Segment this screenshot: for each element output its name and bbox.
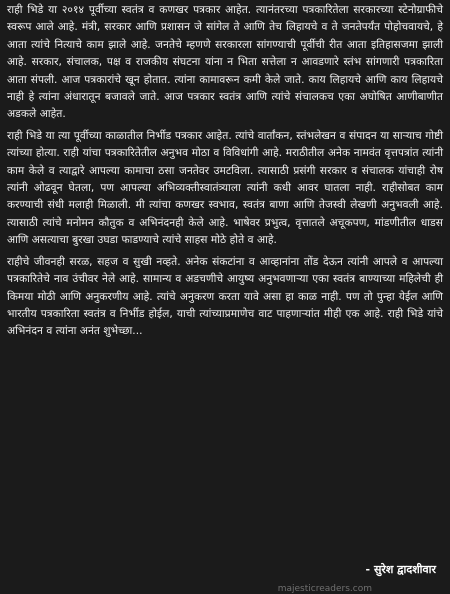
author-signature: - सुरेश द्वादशीवार — [365, 563, 436, 576]
paragraph-2: राही भिडे या त्या पूर्वीच्या काळातील निर्भीड पत्रकार आहेत. त्यांचे वार्तांकन, स्तंभलेखन व संपादन या साऱ्याच गोष्टी त्यांच्या होत्या. राही यांचा पत्रकारितेतील अनुभव मोठा व विविधांगी आहे. मराठीतील अनेक नामवंत वृत्तपत्रांत त्यांनी काम केले व त्याद्वारे आपल्या कामाचा ठसा जनतेवर उमटविला. त्यासाठी प्रसंगी सरकार व संचालक यांचाही रोष त्यांनी ओढवून घेतला, पण आपल्या अभिव्यक्तीस्वातंत्र्याला त्यांनी कधी आवर घातला नाही. राहीसोबत काम करण्याची संधी मलाही मिळाली. मी त्यांचा कणखर स्वभाव, स्वतंत्र बाणा आणि तेजस्वी लेखणी अनुभवली आहे. त्यासाठी त्यांचे मनोमन कौतुक व अभिनंदनही केले आहे. भाषेवर प्रभुत्व, वृत्तातले अचूकपण, मांडणीतील धाडस आणि असत्याचा बुरखा उघडा फाडण्याचे त्यांचे साहस मोठे होते व आहे. — [7, 129, 443, 247]
watermark: majesticreaders.com — [277, 584, 372, 594]
paragraph-1: राही भिडे या २०१४ पूर्वीच्या स्वतंत्र व कणखर पत्रकार आहेत. त्यानंतरच्या पत्रकारितेला सरकारच्या स्टेनोग्राफीचे स्वरूप आले आहे. मंत्री, सरकार आणि प्रशासन जे सांगेल ते आणि तेच लिहायचे व ते जनतेपर्यंत पोहोचवायचे, हे आता त्यांचे नित्याचे काम झाले आहे. जनतेचे म्हणणे सरकारला सांगण्याची पूर्वीची रीत आता इतिहासजमा झाली आहे. सरकार, संचालक, पक्ष व राजकीय संघटना यांना न भिता सत्तेला न आवडणारे स्तंभ सांगणारी पत्रकारिता आता संपली. आज पत्रकारांचे खून होतात. त्यांना कामावरून कमी केले जाते. काय लिहायचे आणि काय लिहायचे नाही हे त्यांना अंधारातून बजावले जाते. आज पत्रकार स्वतंत्र आणि त्यांचे संचालकच एका अघोषित आणीबाणीत अडकले आहेत. — [7, 4, 443, 121]
paragraph-3: राहीचे जीवनही सरळ, सहज व सुखी नव्हते. अनेक संकटांना व आव्हानांना तोंड देऊन त्यांनी आपले व आपल्या पत्रकारितेचे नाव उंचीवर नेले आहे. सामान्य व अडचणीचे आयुष्य अनुभवणाऱ्या एका स्वतंत्र बाण्याच्या महिलेची ही किमया मोठी आणि अनुकरणीय आहे. त्यांचे अनुकरण करता यावे असा हा काळ नाही. पण तो पुन्हा येईल आणि भारतीय पत्रकारिता स्वतंत्र व निर्भीड होईल, याची त्यांच्याप्रमाणेच वाट पाहणाऱ्यांत मीही एक आहे. राही भिडे यांचे अभिनंदन व त्यांना अनंत शुभेच्छा... — [7, 255, 443, 338]
